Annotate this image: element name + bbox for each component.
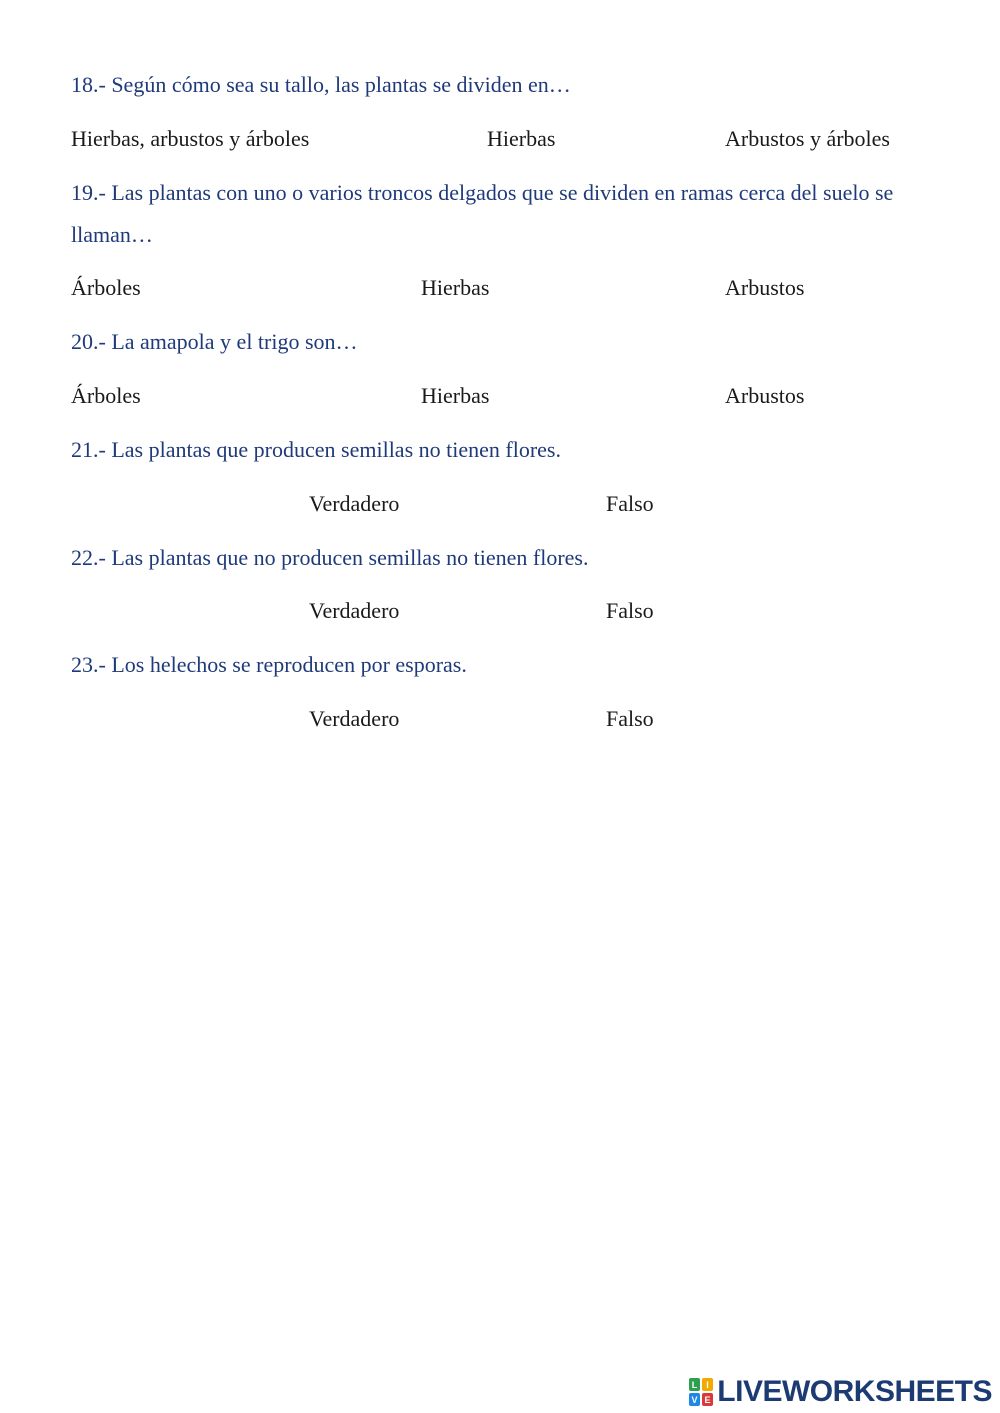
q23-option-falso[interactable]: Falso: [606, 706, 654, 731]
liveworksheets-wordmark: LIVEWORKSHEETS: [717, 1375, 992, 1408]
q20-option-arbustos[interactable]: Arbustos: [725, 383, 805, 408]
question-18: 18.- Según cómo sea su tallo, las plantas se dividen en…: [71, 72, 571, 97]
q21-option-verdadero[interactable]: Verdadero: [309, 491, 400, 516]
question-19: 19.- Las plantas con uno o varios troncos delgados que se dividen en ramas cerca del suelo se llaman…: [71, 180, 894, 247]
question-20: 20.- La amapola y el trigo son…: [71, 329, 358, 354]
svg-text:V: V: [691, 1395, 698, 1405]
q18-option-hierbas[interactable]: Hierbas: [487, 126, 556, 151]
q21-option-falso[interactable]: Falso: [606, 491, 654, 516]
q22-option-falso[interactable]: Falso: [606, 598, 654, 623]
q20-option-hierbas[interactable]: Hierbas: [421, 383, 490, 408]
q18-option-hierbas-arbustos-arboles[interactable]: Hierbas, arbustos y árboles: [71, 126, 310, 151]
question-22: 22.- Las plantas que no producen semillas no tienen flores.: [71, 545, 589, 570]
liveworksheets-branding[interactable]: [689, 1375, 992, 1409]
question-23: 23.- Los helechos se reproducen por esporas.: [71, 652, 467, 677]
q23-option-verdadero[interactable]: Verdadero: [309, 706, 400, 731]
q19-option-hierbas[interactable]: Hierbas: [421, 275, 490, 300]
svg-text:E: E: [704, 1395, 711, 1405]
q18-option-arbustos-arboles[interactable]: Arbustos y árboles: [725, 126, 890, 151]
question-21: 21.- Las plantas que producen semillas no tienen flores.: [71, 437, 561, 462]
q22-option-verdadero[interactable]: Verdadero: [309, 598, 400, 623]
q19-option-arbustos[interactable]: Arbustos: [725, 275, 805, 300]
svg-text:I: I: [706, 1380, 710, 1390]
svg-text:L: L: [692, 1380, 698, 1390]
q20-option-arboles[interactable]: Árboles: [71, 383, 141, 408]
liveworksheets-logo-icon: [689, 1378, 713, 1406]
q19-option-arboles[interactable]: Árboles: [71, 275, 141, 300]
